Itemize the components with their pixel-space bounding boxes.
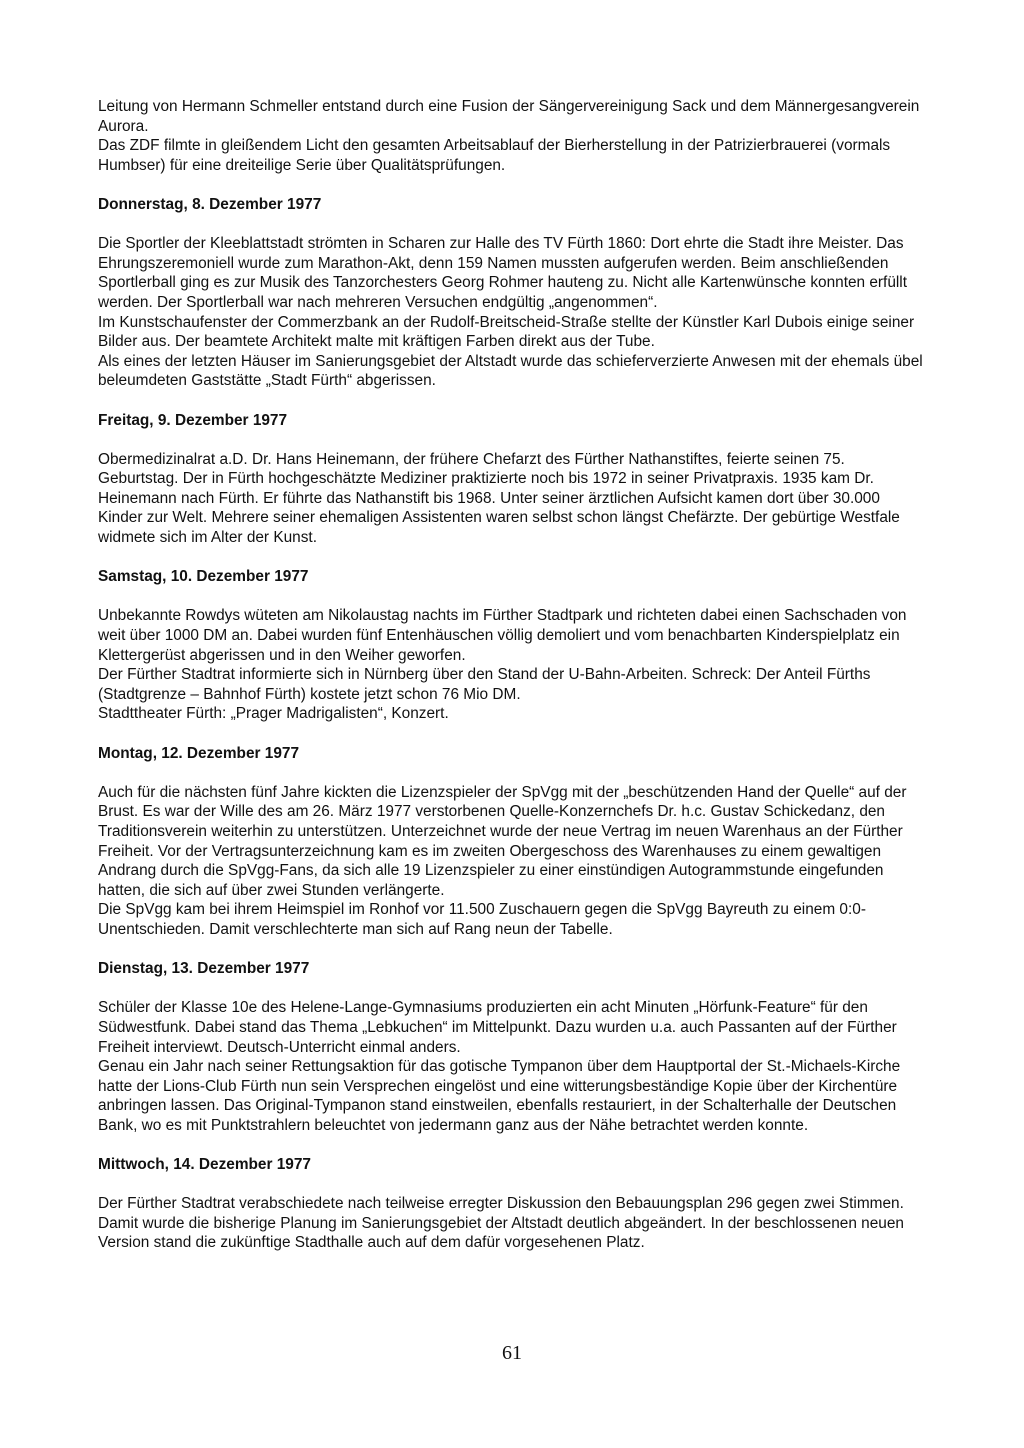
paragraph: Genau ein Jahr nach seiner Rettungsaktion für das gotische Tympanon über dem Hauptportal der St.-Michaels-Kirche hatte der Lions-Club Fürth nun sein Versprechen eingelöst und eine witterungsbeständige Kopie über der Kirchentüre anbringen lassen. Das Original-Tympanon stand einstweilen, ebenfalls restauriert, in der Schalterhalle der Deutschen Bank, wo es mit Punktstrahlern beleuchtet von jedermann ganz aus der Nähe betrachtet werden konnte. — [98, 1058, 901, 1134]
paragraph: Im Kunstschaufenster der Commerzbank an der Rudolf-Breitscheid-Straße stellte der Künstler Karl Dubois einige seiner Bilder aus. Der beamtete Architekt malte mit kräftigen Farben direkt aus der Tube. — [98, 313, 915, 351]
section-heading: Samstag, 10. Dezember 1977 — [98, 568, 309, 586]
paragraph: Der Fürther Stadtrat verabschiedete nach teilweise erregter Diskussion den Bebauungsplan 296 gegen zwei Stimmen. Damit wurde die bisherige Planung im Sanierungsgebiet der Altstadt deutlich abgeändert. In der beschlossenen neuen Version stand die zukünftige Stadthalle auch auf dem dafür vorgesehenen Platz. — [98, 1195, 904, 1252]
paragraph: Das ZDF filmte in gleißendem Licht den gesamten Arbeitsablauf der Bierherstellung in der Patrizierbrauerei (vormals Humbser) für eine dreiteilige Serie über Qualitätsprüfungen. — [98, 137, 891, 174]
section-heading: Dienstag, 13. Dezember 1977 — [98, 960, 310, 978]
paragraph: Stadttheater Fürth: „Prager Madrigalisten“, Konzert. — [98, 705, 449, 723]
section-samstag-10 — [98, 567, 926, 724]
section-mittwoch-14 — [98, 1155, 926, 1253]
paragraph: Auch für die nächsten fünf Jahre kickten die Lizenzspieler der SpVgg mit der „beschützenden Hand der Quelle“ auf der Brust. Es war der Wille des am 26. März 1977 verstorbenen Quelle-Konzernchefs Dr. h.c. Gustav Schickedanz, den Traditionsverein weiterhin zu unterstützen. Unterzeichnet wurde der neue Vertrag im neuen Warenhaus an der Fürther Freiheit. Vor der Vertragsunterzeichnung kam es im zweiten Obergeschoss des Warenhauses zu einem gewaltigen Andrang durch die SpVgg-Fans, da sich alle 19 Lizenzspieler zu einer einstündigen Autogrammstunde eingefunden hatten, die sich auf über zwei Stunden verlängerte. — [98, 783, 907, 899]
paragraph: Als eines der letzten Häuser im Sanierungsgebiet der Altstadt wurde das schieferverzierte Anwesen mit der ehemals übel beleumdeten Gaststätte „Stadt Fürth“ abgerissen. — [98, 352, 923, 390]
paragraph: Die Sportler der Kleeblattstadt strömten in Scharen zur Halle des TV Fürth 1860: Dort ehrte die Stadt ihre Meister. Das Ehrungszeremoniell wurde zum Marathon-Akt, denn 159 Namen mussten aufgerufen werden. Beim anschließenden Sportlerball ging es zur Musik des Tanzorchesters Georg Rohmer hauteng zu. Nicht alle Kartenwünsche konnten erfüllt werden. Der Sportlerball war nach mehreren Versuchen endgültig „angenommen“. — [98, 235, 907, 311]
paragraph: Leitung von Hermann Schmeller entstand durch eine Fusion der Sängervereinigung Sack und dem Männergesangverein Aurora. — [98, 98, 920, 135]
section-heading: Freitag, 9. Dezember 1977 — [98, 411, 288, 429]
section-freitag-9 — [98, 411, 926, 548]
paragraph: Obermedizinalrat a.D. Dr. Hans Heinemann, der frühere Chefarzt des Fürther Nathanstiftes, feierte seinen 75. Geburtstag. Der in Fürth hochgeschätzte Mediziner praktizierte noch bis 1972 in seiner Privatpraxis. 1935 kam Dr. Heinemann nach Fürth. Er führte das Nathanstift bis 1968. Unter seiner ärztlichen Aufsicht kamen dort über 30.000 Kinder zur Welt. Mehrere seiner ehemaligen Assistenten waren selbst schon längst Chefärzte. Der gebürtige Westfale widmete sich im Alter der Kunst. — [98, 450, 900, 547]
intro-section — [98, 97, 926, 175]
paragraph: Der Fürther Stadtrat informierte sich in Nürnberg über den Stand der U-Bahn-Arbeiten. Schreck: Der Anteil Fürths (Stadtgrenze – Bahnhof Fürth) kostete jetzt schon 76 Mio DM. — [98, 666, 871, 703]
section-heading: Montag, 12. Dezember 1977 — [98, 744, 300, 762]
paragraph: Unbekannte Rowdys wüteten am Nikolaustag nachts im Fürther Stadtpark und richteten dabei einen Sachschaden von weit über 1000 DM an. Dabei wurden fünf Entenhäuschen völlig demoliert und vom benachbarten Kinderspielplatz ein Klettergerüst abgerissen und in den Weiher geworfen. — [98, 607, 907, 664]
document-page — [98, 97, 926, 1253]
paragraph: Die SpVgg kam bei ihrem Heimspiel im Ronhof vor 11.500 Zuschauern gegen die SpVgg Bayreuth zu einem 0:0-Unentschieden. Damit verschlechterte man sich auf Rang neun der Tabelle. — [98, 901, 866, 938]
section-heading: Donnerstag, 8. Dezember 1977 — [98, 195, 322, 213]
section-dienstag-13 — [98, 959, 926, 1135]
section-heading: Mittwoch, 14. Dezember 1977 — [98, 1156, 311, 1174]
paragraph: Schüler der Klasse 10e des Helene-Lange-Gymnasiums produzierten ein acht Minuten „Hörfunk-Feature“ für den Südwestfunk. Dabei stand das Thema „Lebkuchen“ im Mittelpunkt. Dazu wurden u.a. auch Passanten auf der Fürther Freiheit interviewt. Deutsch-Unterricht einmal anders. — [98, 999, 897, 1056]
page-number: 61 — [502, 1342, 522, 1364]
section-donnerstag-8 — [98, 195, 926, 391]
section-montag-12 — [98, 744, 926, 940]
